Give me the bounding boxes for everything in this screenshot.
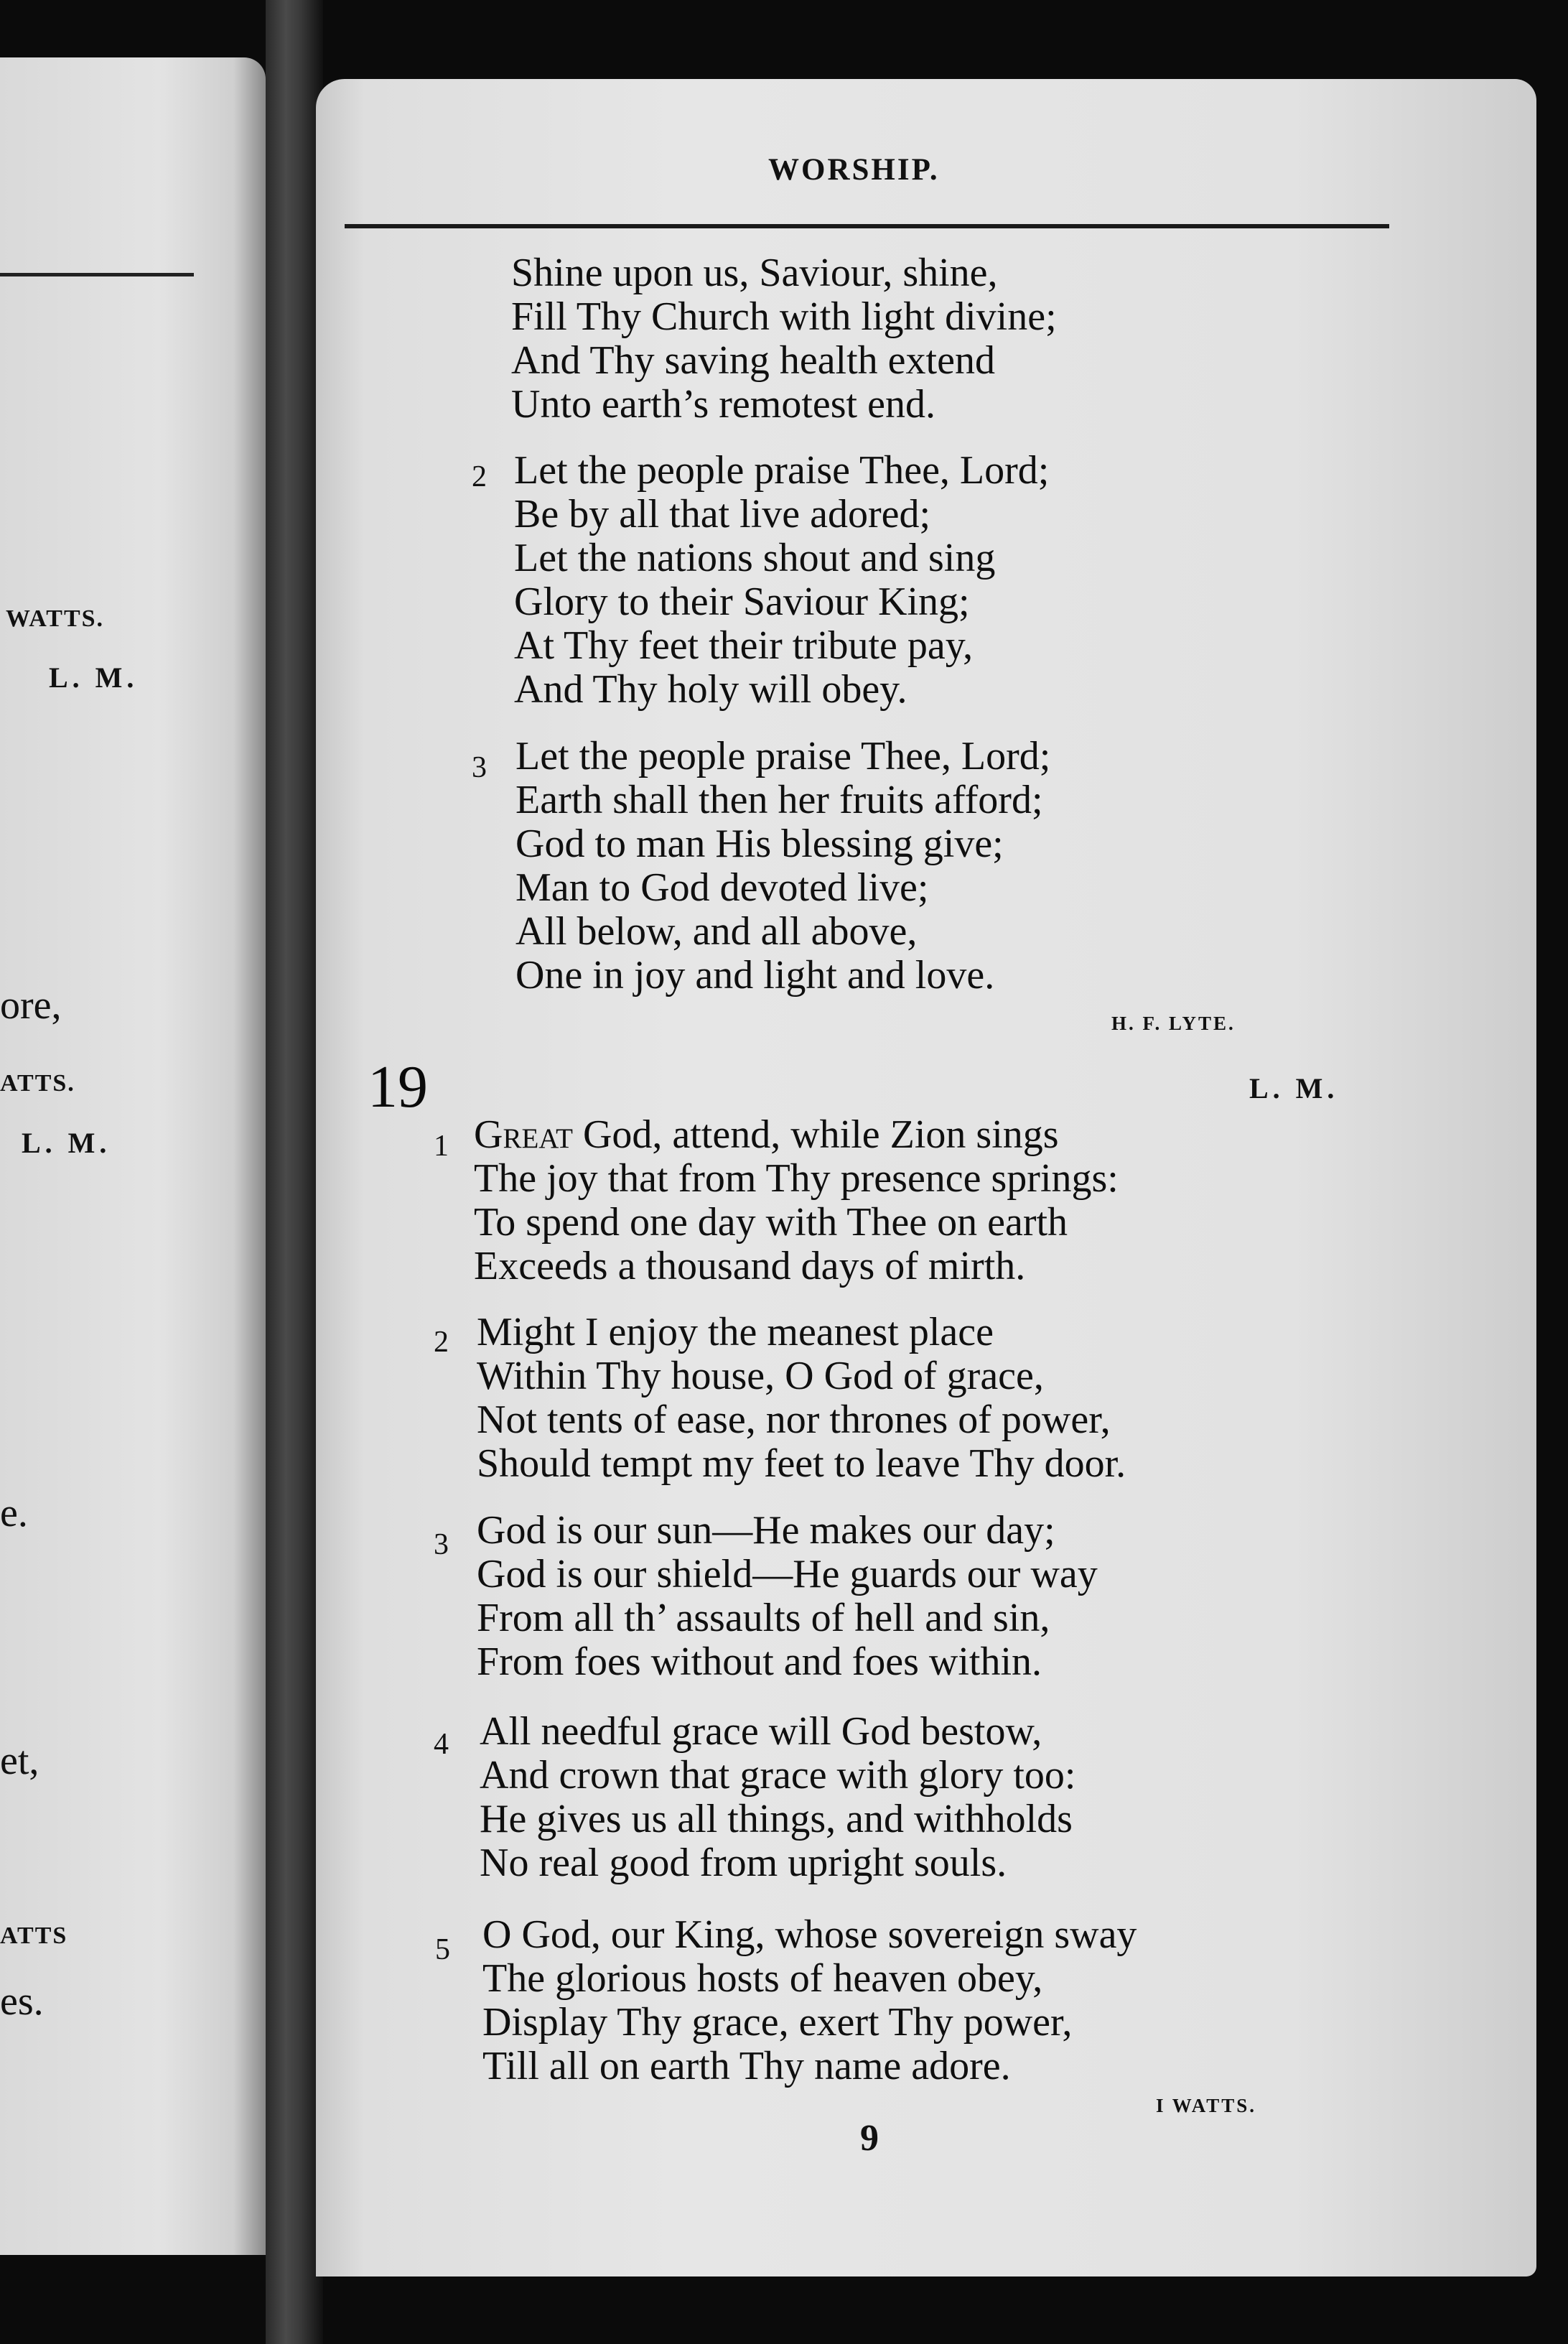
stanza-number: 4 <box>434 1728 449 1761</box>
verse-line: God is our shield—He guards our way <box>477 1552 1098 1596</box>
verse-line: All needful grace will God bestow, <box>480 1709 1042 1754</box>
verse-line: O God, our King, whose sovereign sway <box>482 1912 1137 1957</box>
verse-line: Let the people praise Thee, Lord; <box>514 448 1050 493</box>
verse-line: From foes without and foes within. <box>477 1640 1042 1684</box>
author-attribution: I WATTS. <box>1156 2095 1257 2116</box>
verse-line: Man to God devoted live; <box>515 865 929 910</box>
stanza-number: 2 <box>434 1326 449 1359</box>
verse-line: Display Thy grace, exert Thy power, <box>482 2000 1073 2045</box>
hymn-meter: L. M. <box>1249 1072 1339 1104</box>
verse-line: He gives us all things, and withholds <box>480 1797 1073 1841</box>
verse-line: And Thy holy will obey. <box>514 667 907 712</box>
left-page-rule <box>0 273 194 276</box>
verse-line: Within Thy house, O God of grace, <box>477 1354 1044 1398</box>
left-fragment-author: ATTS <box>0 1922 68 1949</box>
left-fragment-text: et, <box>0 1739 39 1783</box>
verse-line: From all th’ assaults of hell and sin, <box>477 1596 1050 1640</box>
verse-line: All below, and all above, <box>515 909 918 954</box>
verse-line: God to man His blessing give; <box>515 822 1004 866</box>
verse-line: Not tents of ease, nor thrones of power, <box>477 1397 1111 1442</box>
stanza-number: 3 <box>472 751 487 784</box>
left-fragment-author: WATTS. <box>6 605 105 632</box>
verse-line: To spend one day with Thee on earth <box>474 1200 1068 1245</box>
verse-line: God is our sun—He makes our day; <box>477 1508 1055 1553</box>
stanza-number: 2 <box>472 460 487 493</box>
verse-line: Be by all that live adored; <box>514 492 931 536</box>
verse-line: At Thy feet their tribute pay, <box>514 623 974 668</box>
header-rule <box>345 224 1389 228</box>
book-gutter <box>266 0 323 2344</box>
left-fragment-meter: L. M. <box>22 1127 111 1159</box>
verse-line: Shine upon us, Saviour, shine, <box>511 251 998 295</box>
left-fragment-text: es. <box>0 1979 44 2024</box>
verse-line: And crown that grace with glory too: <box>480 1753 1076 1797</box>
verse-line: Let the people praise Thee, Lord; <box>515 734 1051 778</box>
verse-line: Exceeds a thousand days of mirth. <box>474 1244 1026 1288</box>
verse-line: No real good from upright souls. <box>480 1841 1007 1885</box>
verse-line: Till all on earth Thy name adore. <box>482 2044 1011 2088</box>
drop-word: Great <box>474 1112 573 1157</box>
verse-line <box>474 1112 1059 1157</box>
left-fragment-meter: L. M. <box>49 661 139 694</box>
page-number: 9 <box>860 2118 879 2159</box>
verse-line: Glory to their Saviour King; <box>514 580 970 624</box>
hymn-number: 19 <box>368 1054 428 1120</box>
verse-line: Should tempt my feet to leave Thy door. <box>477 1441 1126 1486</box>
verse-line: The glorious hosts of heaven obey, <box>482 1956 1043 2001</box>
stanza-number: 1 <box>434 1130 449 1163</box>
verse-line: The joy that from Thy presence springs: <box>474 1156 1119 1201</box>
verse-line-rest: God, attend, while Zion sings <box>572 1112 1059 1157</box>
author-attribution: H. F. LYTE. <box>1111 1013 1236 1034</box>
left-fragment-text: ore, <box>0 983 62 1028</box>
verse-line: Fill Thy Church with light divine; <box>511 294 1057 339</box>
stanza-number: 5 <box>435 1933 450 1966</box>
left-fragment-text: e. <box>0 1491 28 1535</box>
verse-line: One in joy and light and love. <box>515 953 995 997</box>
left-fragment-author: ATTS. <box>0 1070 75 1097</box>
verse-line: Unto earth’s remotest end. <box>511 382 935 427</box>
running-head: WORSHIP. <box>768 153 940 187</box>
verse-line: Might I enjoy the meanest place <box>477 1310 994 1354</box>
stanza-number: 3 <box>434 1528 449 1561</box>
verse-line: Let the nations shout and sing <box>514 536 996 580</box>
verse-line: Earth shall then her fruits afford; <box>515 778 1043 822</box>
verse-line: And Thy saving health extend <box>511 338 995 383</box>
